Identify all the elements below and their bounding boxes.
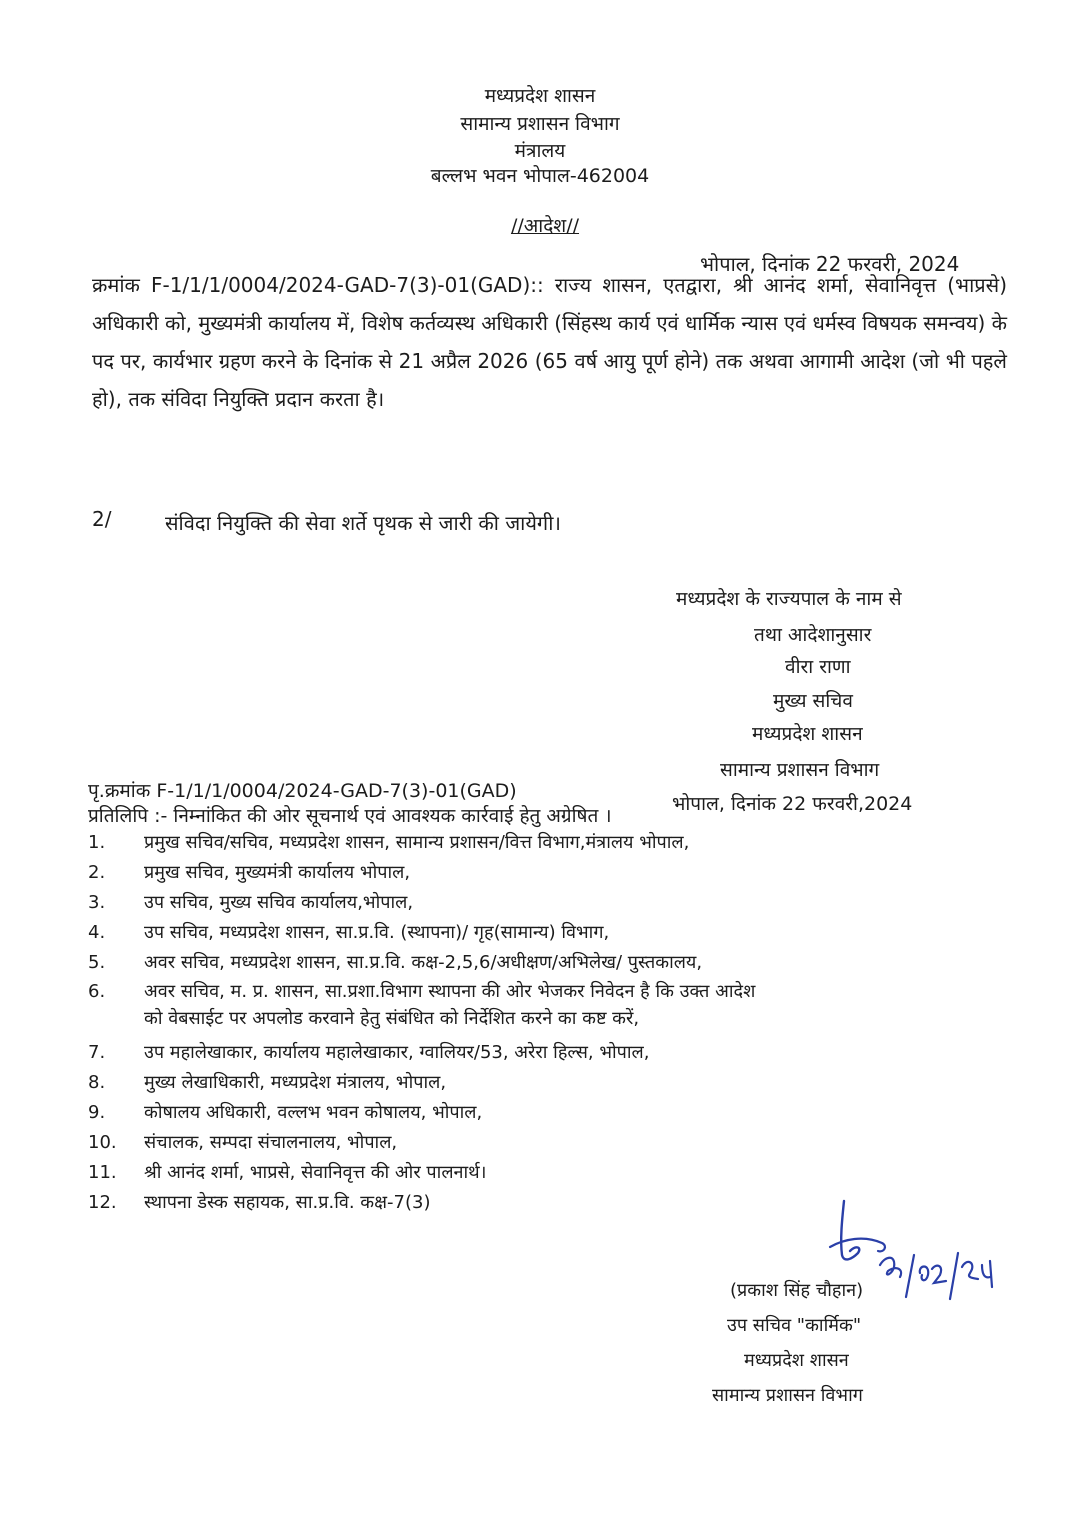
signatory-2-department: सामान्य प्रशासन विभाग [712, 1385, 863, 1406]
copy-item-text: श्री आनंद शर्मा, भाप्रसे, सेवानिवृत्त की ओर पालनार्थ। [144, 1162, 487, 1183]
copy-list-item [88, 1130, 397, 1154]
copy-item-text: स्थापना डेस्क सहायक, सा.प्र.वि. कक्ष-7(3) [144, 1192, 431, 1213]
copy-list-item [88, 920, 609, 944]
paragraph-2-number: 2/ [92, 507, 112, 531]
order-paragraph-1: क्रमांक F-1/1/1/0004/2024-GAD-7(3)-01(GAD):: राज्य शासन, एतद्वारा, श्री आनंद शर्मा, सेवानिवृत्त (भाप्रसे) अधिकारी को, मुख्यमंत्री कार्यालय में, विशेष कर्तव्यस्थ अधिकारी (सिंहस्थ कार्य एवं धार्मिक न्यास एवं धर्मस्व विषयक समन्वय) के पद पर, कार्यभार ग्रहण करने के दिनांक से 21 अप्रैल 2026 (65 वर्ष आयु पूर्ण होने) तक अथवा आगामी आदेश (जो भी पहले हो), तक संविदा नियुक्ति प्रदान करता है। [92, 273, 1007, 411]
copy-item-text: अवर सचिव, मध्यप्रदेश शासन, सा.प्र.वि. कक्ष-2,5,6/अधीक्षण/अभिलेख/ पुस्तकालय, [144, 952, 703, 973]
order-date: भोपाल, दिनांक 22 फरवरी, 2024 [700, 252, 960, 276]
endorsement-date: भोपाल, दिनांक 22 फरवरी,2024 [672, 793, 913, 815]
signatory-2-government: मध्यप्रदेश शासन [744, 1350, 849, 1371]
copy-item-text-continued: को वेबसाईट पर अपलोड करवाने हेतु संबंधित को निर्देशित करने का कष्ट करें, [144, 1008, 640, 1029]
copy-item-text: कोषालय अधिकारी, वल्लभ भवन कोषालय, भोपाल, [144, 1102, 483, 1123]
header-ministry: मंत्रालय [514, 140, 566, 162]
copy-list-item [88, 1100, 482, 1124]
copy-list-item [88, 978, 1008, 1032]
signatory-1-government: मध्यप्रदेश शासन [752, 723, 863, 745]
copy-list-item [88, 830, 689, 854]
signatory-1-line-2: तथा आदेशानुसार [754, 624, 872, 646]
header-government: मध्यप्रदेश शासन [484, 85, 596, 107]
copy-item-text: उप महालेखाकार, कार्यालय महालेखाकार, ग्वालियर/53, अरेरा हिल्स, भोपाल, [144, 1042, 650, 1063]
signatory-1-department: सामान्य प्रशासन विभाग [720, 759, 880, 781]
copy-intro: प्रतिलिपि :- निम्नांकित की ओर सूचनार्थ एवं आवश्यक कार्रवाई हेतु अग्रेषित । [88, 805, 612, 827]
signatory-2-name: (प्रकाश सिंह चौहान) [730, 1280, 864, 1301]
copy-item-text: अवर सचिव, म. प्र. शासन, सा.प्रशा.विभाग स्थापना की ओर भेजकर निवेदन है कि उक्त आदेश [144, 981, 756, 1002]
paragraph-2-text: संविदा नियुक्ति की सेवा शर्ते पृथक से जारी की जायेगी। [165, 511, 561, 535]
copy-item-number: 11. [88, 1162, 117, 1183]
signatory-1-name: वीरा राणा [785, 656, 851, 678]
header-department: सामान्य प्रशासन विभाग [460, 113, 620, 135]
copy-item-number: 7. [88, 1042, 106, 1063]
copy-item-text: उप सचिव, मुख्य सचिव कार्यालय,भोपाल, [144, 892, 414, 913]
order-title: //आदेश// [510, 215, 580, 237]
copy-list-item [88, 1160, 487, 1184]
copy-list-item [88, 860, 410, 884]
copy-item-number: 1. [88, 832, 106, 853]
copy-item-text: उप सचिव, मध्यप्रदेश शासन, सा.प्र.वि. (स्थापना)/ गृह(सामान्य) विभाग, [144, 922, 610, 943]
signatory-1-line-1: मध्यप्रदेश के राज्यपाल के नाम से [676, 588, 902, 610]
copy-item-number: 12. [88, 1192, 117, 1213]
copy-item-text: मुख्य लेखाधिकारी, मध्यप्रदेश मंत्रालय, भोपाल, [144, 1072, 447, 1093]
copy-list-item [88, 950, 702, 974]
copy-item-number: 8. [88, 1072, 106, 1093]
signatory-2-designation: उप सचिव "कार्मिक" [727, 1315, 862, 1336]
endorsement-reference: पृ.क्रमांक F-1/1/1/0004/2024-GAD-7(3)-01(GAD) [88, 780, 517, 802]
copy-list-item [88, 1040, 649, 1064]
copy-item-text: संचालक, सम्पदा संचालनालय, भोपाल, [144, 1132, 398, 1153]
copy-item-number: 6. [88, 981, 106, 1002]
copy-item-number: 4. [88, 922, 106, 943]
copy-list-item [88, 890, 413, 914]
copy-item-number: 5. [88, 952, 106, 973]
copy-item-number: 3. [88, 892, 106, 913]
signatory-1-designation: मुख्य सचिव [773, 690, 853, 712]
copy-item-text: प्रमुख सचिव/सचिव, मध्यप्रदेश शासन, सामान्य प्रशासन/वित्त विभाग,मंत्रालय भोपाल, [144, 832, 690, 853]
copy-item-text: प्रमुख सचिव, मुख्यमंत्री कार्यालय भोपाल, [144, 862, 411, 883]
header-address: बल्लभ भवन भोपाल-462004 [430, 165, 650, 187]
copy-list-item [88, 1070, 446, 1094]
copy-list-item [88, 1190, 430, 1214]
copy-item-number: 9. [88, 1102, 106, 1123]
copy-item-number: 2. [88, 862, 106, 883]
copy-item-number: 10. [88, 1132, 117, 1153]
